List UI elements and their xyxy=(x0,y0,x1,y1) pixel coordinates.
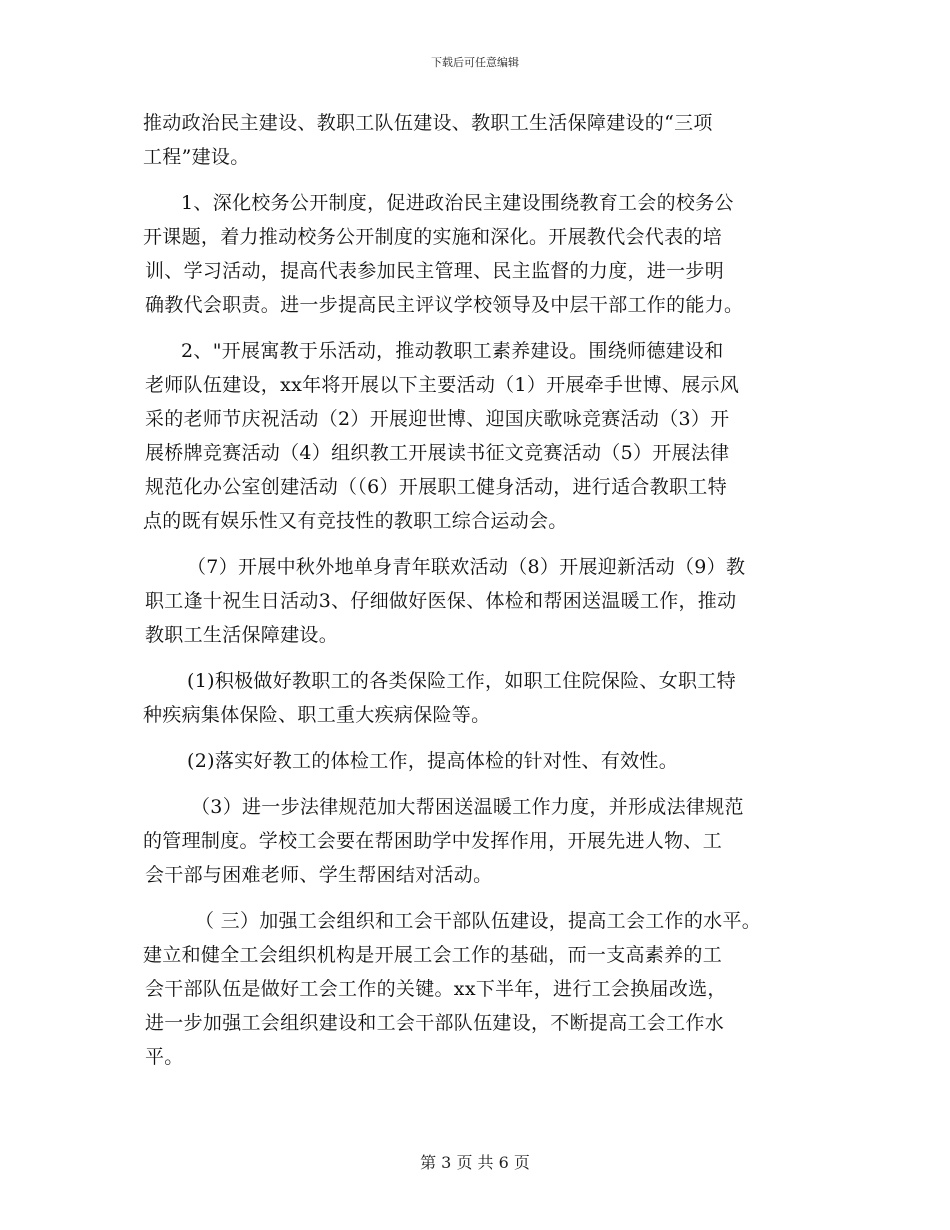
text-line: 开课题，着力推动校务公开制度的实施和深化。开展教代会代表的培 xyxy=(143,226,723,248)
text-line: 种疾病集体保险、职工重大疾病保险等。 xyxy=(143,704,491,726)
page-number: 第 3 页 共 6 页 xyxy=(420,1153,530,1172)
text-line: 2、"开展寓教于乐活动，推动教职工素养建设。围绕师德建设和 xyxy=(181,340,724,362)
text-line: 会干部队伍是做好工会工作的关键。xx下半年，进行工会换届改选， xyxy=(145,978,727,1000)
text-line: 平。 xyxy=(145,1046,184,1068)
text-line: 教职工生活保障建设。 xyxy=(145,624,339,646)
text-line: 采的老师节庆祝活动（2）开展迎世博、迎国庆歌咏竞赛活动（3）开 xyxy=(145,408,730,430)
text-line: 会干部与困难老师、学生帮困结对活动。 xyxy=(145,864,493,886)
text-line: 确教代会职责。进一步提高民主评议学校领导及中层干部工作的能力。 xyxy=(145,294,744,316)
text-line: 点的既有娱乐性又有竞技性的教职工综合运动会。 xyxy=(143,510,568,532)
text-line: 工程”建设。 xyxy=(143,146,250,168)
text-line: （3）进一步法律规范加大帮困送温暖工作力度，并形成法律规范 xyxy=(191,796,744,818)
text-line: 的管理制度。学校工会要在帮困助学中发挥作用，开展先进人物、工 xyxy=(143,830,723,852)
text-line: 规范化办公室创建活动（（6）开展职工健身活动，进行适合教职工特 xyxy=(145,476,727,498)
text-line: （ 三）加强工会组织和工会干部队伍建设，提高工会工作的水平。 xyxy=(195,910,762,932)
text-line: （7）开展中秋外地单身青年联欢活动（8）开展迎新活动（9）教 xyxy=(187,556,746,578)
text-line: 老师队伍建设，xx年将开展以下主要活动（1）开展牵手世博、展示风 xyxy=(145,374,740,396)
text-line: 推动政治民主建设、教职工队伍建设、教职工生活保障建设的“三项 xyxy=(143,112,713,134)
text-line: 训、学习活动，提高代表参加民主管理、民主监督的力度，进一步明 xyxy=(145,260,725,282)
text-line: 建立和健全工会组织机构是开展工会工作的基础，而一支高素养的工 xyxy=(143,944,723,966)
text-line: (2)落实好教工的体检工作，提高体检的针对性、有效性。 xyxy=(187,750,679,772)
text-line: 职工逢十祝生日活动3、仔细做好医保、体检和帮困送温暖工作，推动 xyxy=(145,590,737,612)
text-line: 1、深化校务公开制度，促进政治民主建设围绕教育工会的校务公 xyxy=(181,192,734,214)
text-line: 进一步加强工会组织建设和工会干部队伍建设，不断提高工会工作水 xyxy=(145,1012,725,1034)
text-line: (1)积极做好教职工的各类保险工作，如职工住院保险、女职工特 xyxy=(187,670,736,692)
document-body xyxy=(143,106,823,1074)
text-line: 展桥牌竞赛活动（4）组织教工开展读书征文竞赛活动（5）开展法律 xyxy=(145,442,730,464)
page-header: 下载后可任意编辑 xyxy=(431,56,519,69)
